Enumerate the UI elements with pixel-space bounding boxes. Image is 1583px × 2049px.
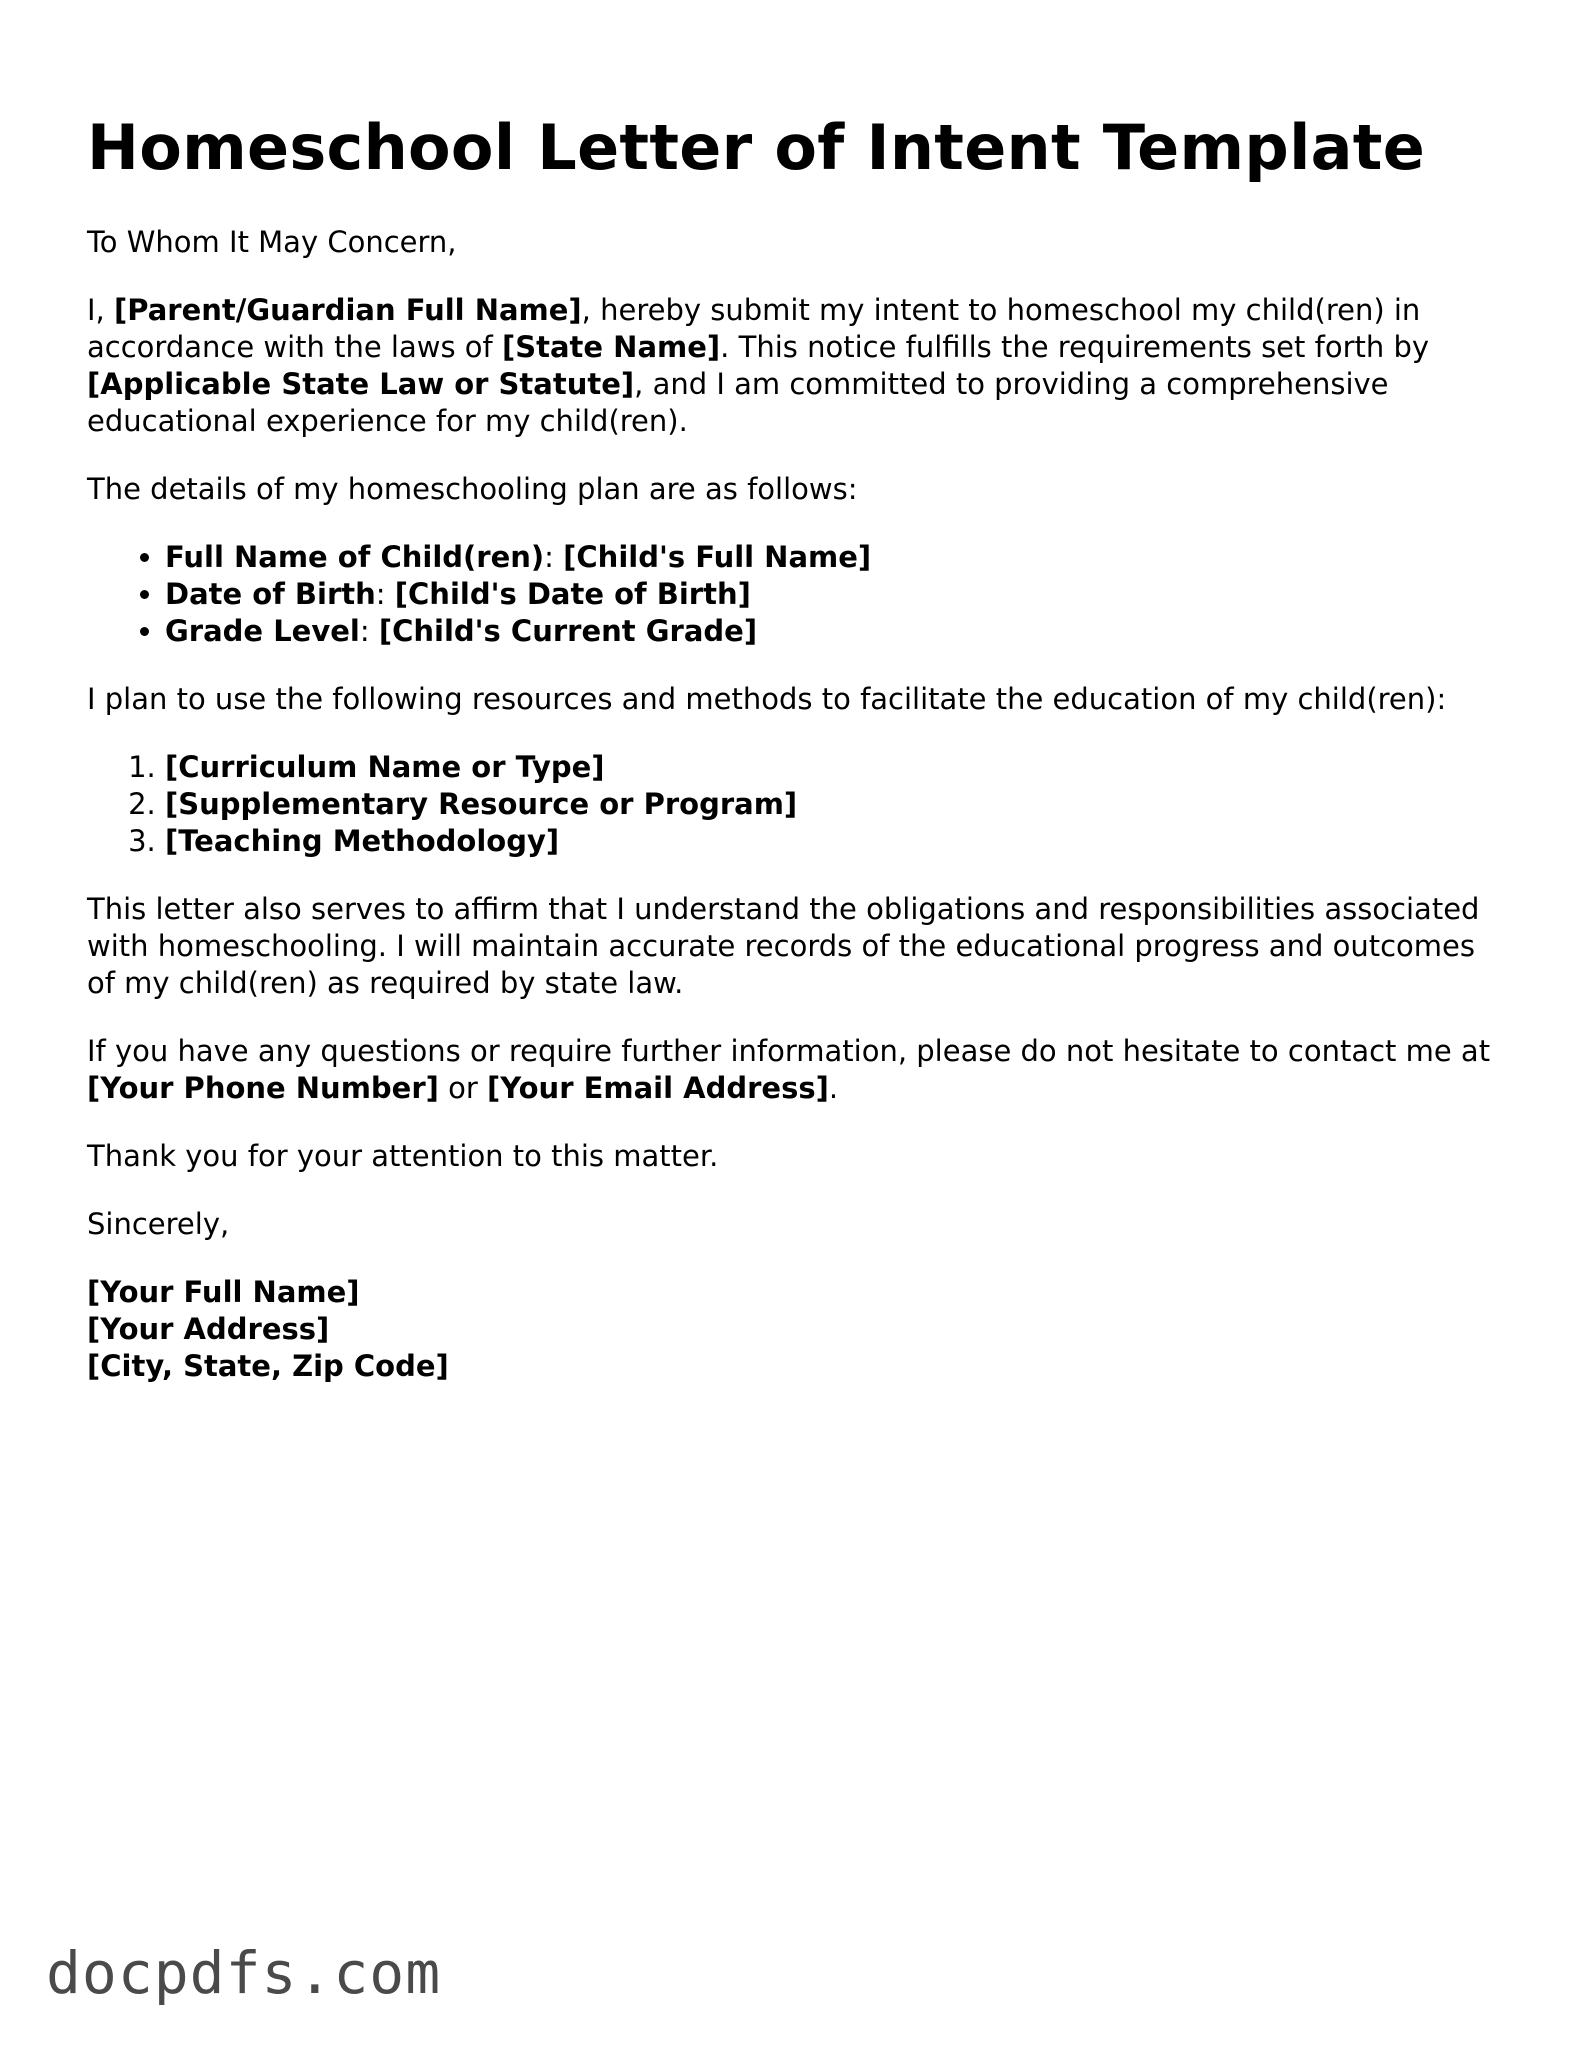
intro-paragraph xyxy=(87,292,1507,440)
intro-text-3: . This notice fulfills the requirements set forth by xyxy=(720,330,1430,364)
parent-name-placeholder: [Parent/Guardian Full Name] xyxy=(114,293,582,327)
phone-placeholder: [Your Phone Number] xyxy=(87,1071,439,1105)
details-list xyxy=(87,539,1507,650)
details-sep: : xyxy=(359,614,379,648)
salutation: To Whom It May Concern, xyxy=(87,225,457,259)
details-item-child-name xyxy=(165,539,1507,576)
affirmation-paragraph: This letter also serves to affirm that I understand the obligations and responsibilities associated with homeschooling. I will maintain accurate records of the educational progress and outcomes of my child(ren) as required by state law. xyxy=(87,892,1480,1000)
intro-text-1: I, xyxy=(87,293,114,327)
signature-block xyxy=(87,1274,1507,1385)
resource-item xyxy=(165,786,1507,823)
details-value: [Child's Full Name] xyxy=(563,540,872,574)
statute-placeholder: [Applicable State Law or Statute] xyxy=(87,367,635,401)
details-label: Full Name of Child(ren) xyxy=(165,540,545,574)
page-title: Homeschool Letter of Intent Template xyxy=(87,111,1426,184)
details-item-grade-level xyxy=(165,613,1507,650)
details-value: [Child's Date of Birth] xyxy=(394,577,751,611)
resource-item xyxy=(165,823,1507,860)
resources-intro: I plan to use the following resources and methods to facilitate the education of my child(ren): xyxy=(87,682,1447,716)
resources-list xyxy=(87,749,1507,860)
contact-text-3: . xyxy=(828,1071,839,1105)
details-value: [Child's Current Grade] xyxy=(378,614,758,648)
resource-curriculum: [Curriculum Name or Type] xyxy=(165,750,605,784)
details-item-birth-date xyxy=(165,576,1507,613)
email-placeholder: [Your Email Address] xyxy=(487,1071,829,1105)
letter-document xyxy=(87,108,1507,1385)
details-label: Grade Level xyxy=(165,614,360,648)
closing: Sincerely, xyxy=(87,1207,230,1241)
contact-text-1: If you have any questions or require further information, please do not hesitate to contact me at xyxy=(87,1034,1491,1068)
resource-supplementary: [Supplementary Resource or Program] xyxy=(165,787,798,821)
intro-text-2: , hereby submit my intent to homeschool my child(ren) in accordance with the laws of xyxy=(87,293,1421,364)
contact-paragraph xyxy=(87,1033,1507,1107)
thanks-paragraph: Thank you for your attention to this matter. xyxy=(87,1139,719,1173)
watermark: docpdfs.com xyxy=(46,1939,442,2007)
contact-text-2: or xyxy=(438,1071,488,1105)
signature-address: [Your Address] xyxy=(87,1312,330,1346)
details-sep: : xyxy=(375,577,395,611)
signature-name: [Your Full Name] xyxy=(87,1275,360,1309)
signature-city: [City, State, Zip Code] xyxy=(87,1349,449,1383)
state-name-placeholder: [State Name] xyxy=(501,330,721,364)
resource-item xyxy=(165,749,1507,786)
details-intro: The details of my homeschooling plan are as follows: xyxy=(87,472,858,506)
resource-methodology: [Teaching Methodology] xyxy=(165,824,560,858)
intro-text-4: , and I am committed to providing a comprehensive educational experience for my child(ren). xyxy=(87,367,1389,438)
details-label: Date of Birth xyxy=(165,577,376,611)
details-sep: : xyxy=(544,540,564,574)
